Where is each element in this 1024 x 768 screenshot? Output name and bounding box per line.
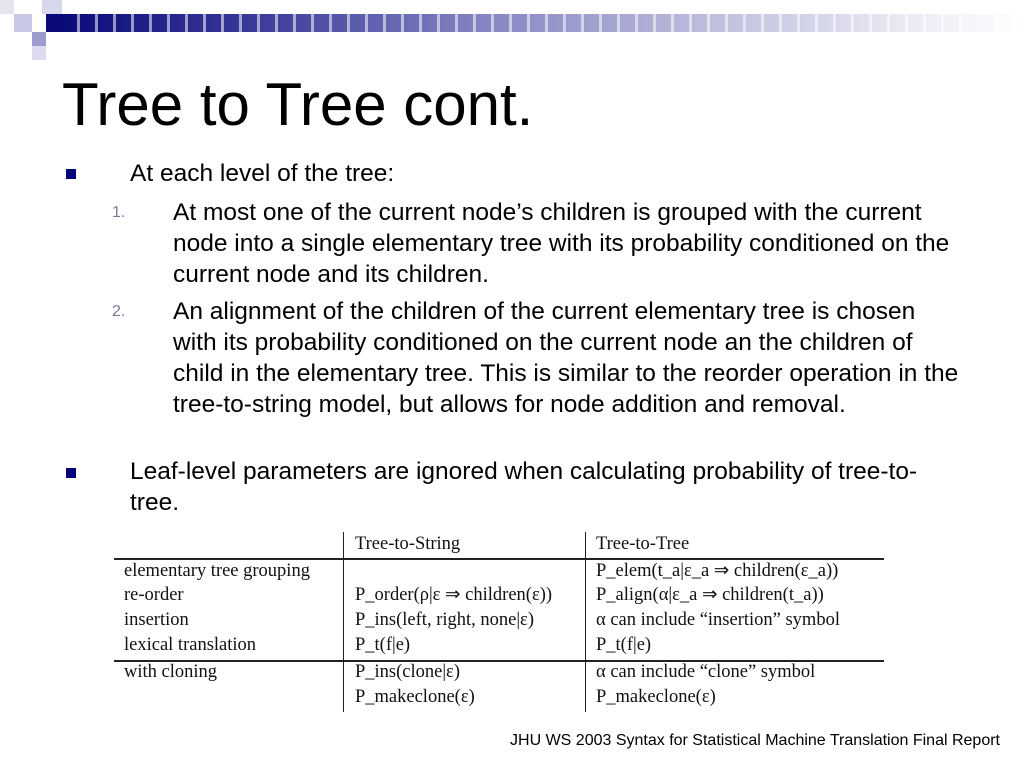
sub-item-2: An alignment of the children of the current elementary tree is chosen with its probability conditioned on the current node an the children of child in the elementary tree. This is similar to the reorder operation in the tree-to-string model, but allows for node addition and removal. xyxy=(173,298,959,418)
table-cell: P_makeclone(ε) xyxy=(596,687,716,707)
decorative-square-6 xyxy=(46,14,62,32)
list-number-2: 2. xyxy=(112,303,126,320)
table-row-label: elementary tree grouping xyxy=(124,561,310,581)
table-row-label: re-order xyxy=(124,585,184,605)
table-cell: P_ins(clone|ε) xyxy=(355,662,460,682)
decorative-square-3 xyxy=(42,0,62,14)
table-cell: P_makeclone(ε) xyxy=(355,687,475,707)
table-header-tree-to-string: Tree-to-String xyxy=(355,534,461,554)
bullet-item-1: At each level of the tree: xyxy=(130,160,395,187)
decorative-square-9 xyxy=(32,46,46,60)
decorative-square-5 xyxy=(32,14,46,32)
slide-title: Tree to Tree cont. xyxy=(62,71,534,138)
table-row-label: with cloning xyxy=(124,662,218,682)
bullet-square-icon xyxy=(66,468,76,478)
decorative-square-7 xyxy=(14,32,32,46)
table-cell: α can include “insertion” symbol xyxy=(596,610,840,630)
slide-footer: JHU WS 2003 Syntax for Statistical Machine Translation Final Report xyxy=(510,732,1000,749)
header-bar-pattern xyxy=(62,14,1024,32)
table-cell: P_ins(left, right, none|ε) xyxy=(355,610,534,630)
table-cell: P_t(f|e) xyxy=(596,635,652,655)
table-cell: P_elem(t_a|ε_a ⇒ children(ε_a)) xyxy=(596,561,839,581)
bullet-item-2: Leaf-level parameters are ignored when calculating probability of tree-to-tree. xyxy=(130,458,918,516)
bullet-square-icon xyxy=(66,169,76,179)
sub-item-1: At most one of the current node’s children is grouped with the current node into a single elementary tree with its probability conditioned on the current node and its children. xyxy=(173,199,950,288)
comparison-table xyxy=(114,532,884,712)
table-row-label: insertion xyxy=(124,610,189,630)
table-header-tree-to-tree: Tree-to-Tree xyxy=(596,534,690,554)
table-cell: P_order(ρ|ε ⇒ children(ε)) xyxy=(355,585,553,605)
table-cell: P_align(α|ε_a ⇒ children(t_a)) xyxy=(596,585,824,605)
decorative-square-4 xyxy=(14,14,32,32)
table-cell: α can include “clone” symbol xyxy=(596,662,816,682)
table-row-label: lexical translation xyxy=(124,635,257,655)
decorative-square-2 xyxy=(14,0,32,14)
decorative-square-8 xyxy=(32,32,46,46)
decorative-square-1 xyxy=(0,0,14,14)
table-cell: P_t(f|e) xyxy=(355,635,411,655)
list-number-1: 1. xyxy=(112,204,126,221)
